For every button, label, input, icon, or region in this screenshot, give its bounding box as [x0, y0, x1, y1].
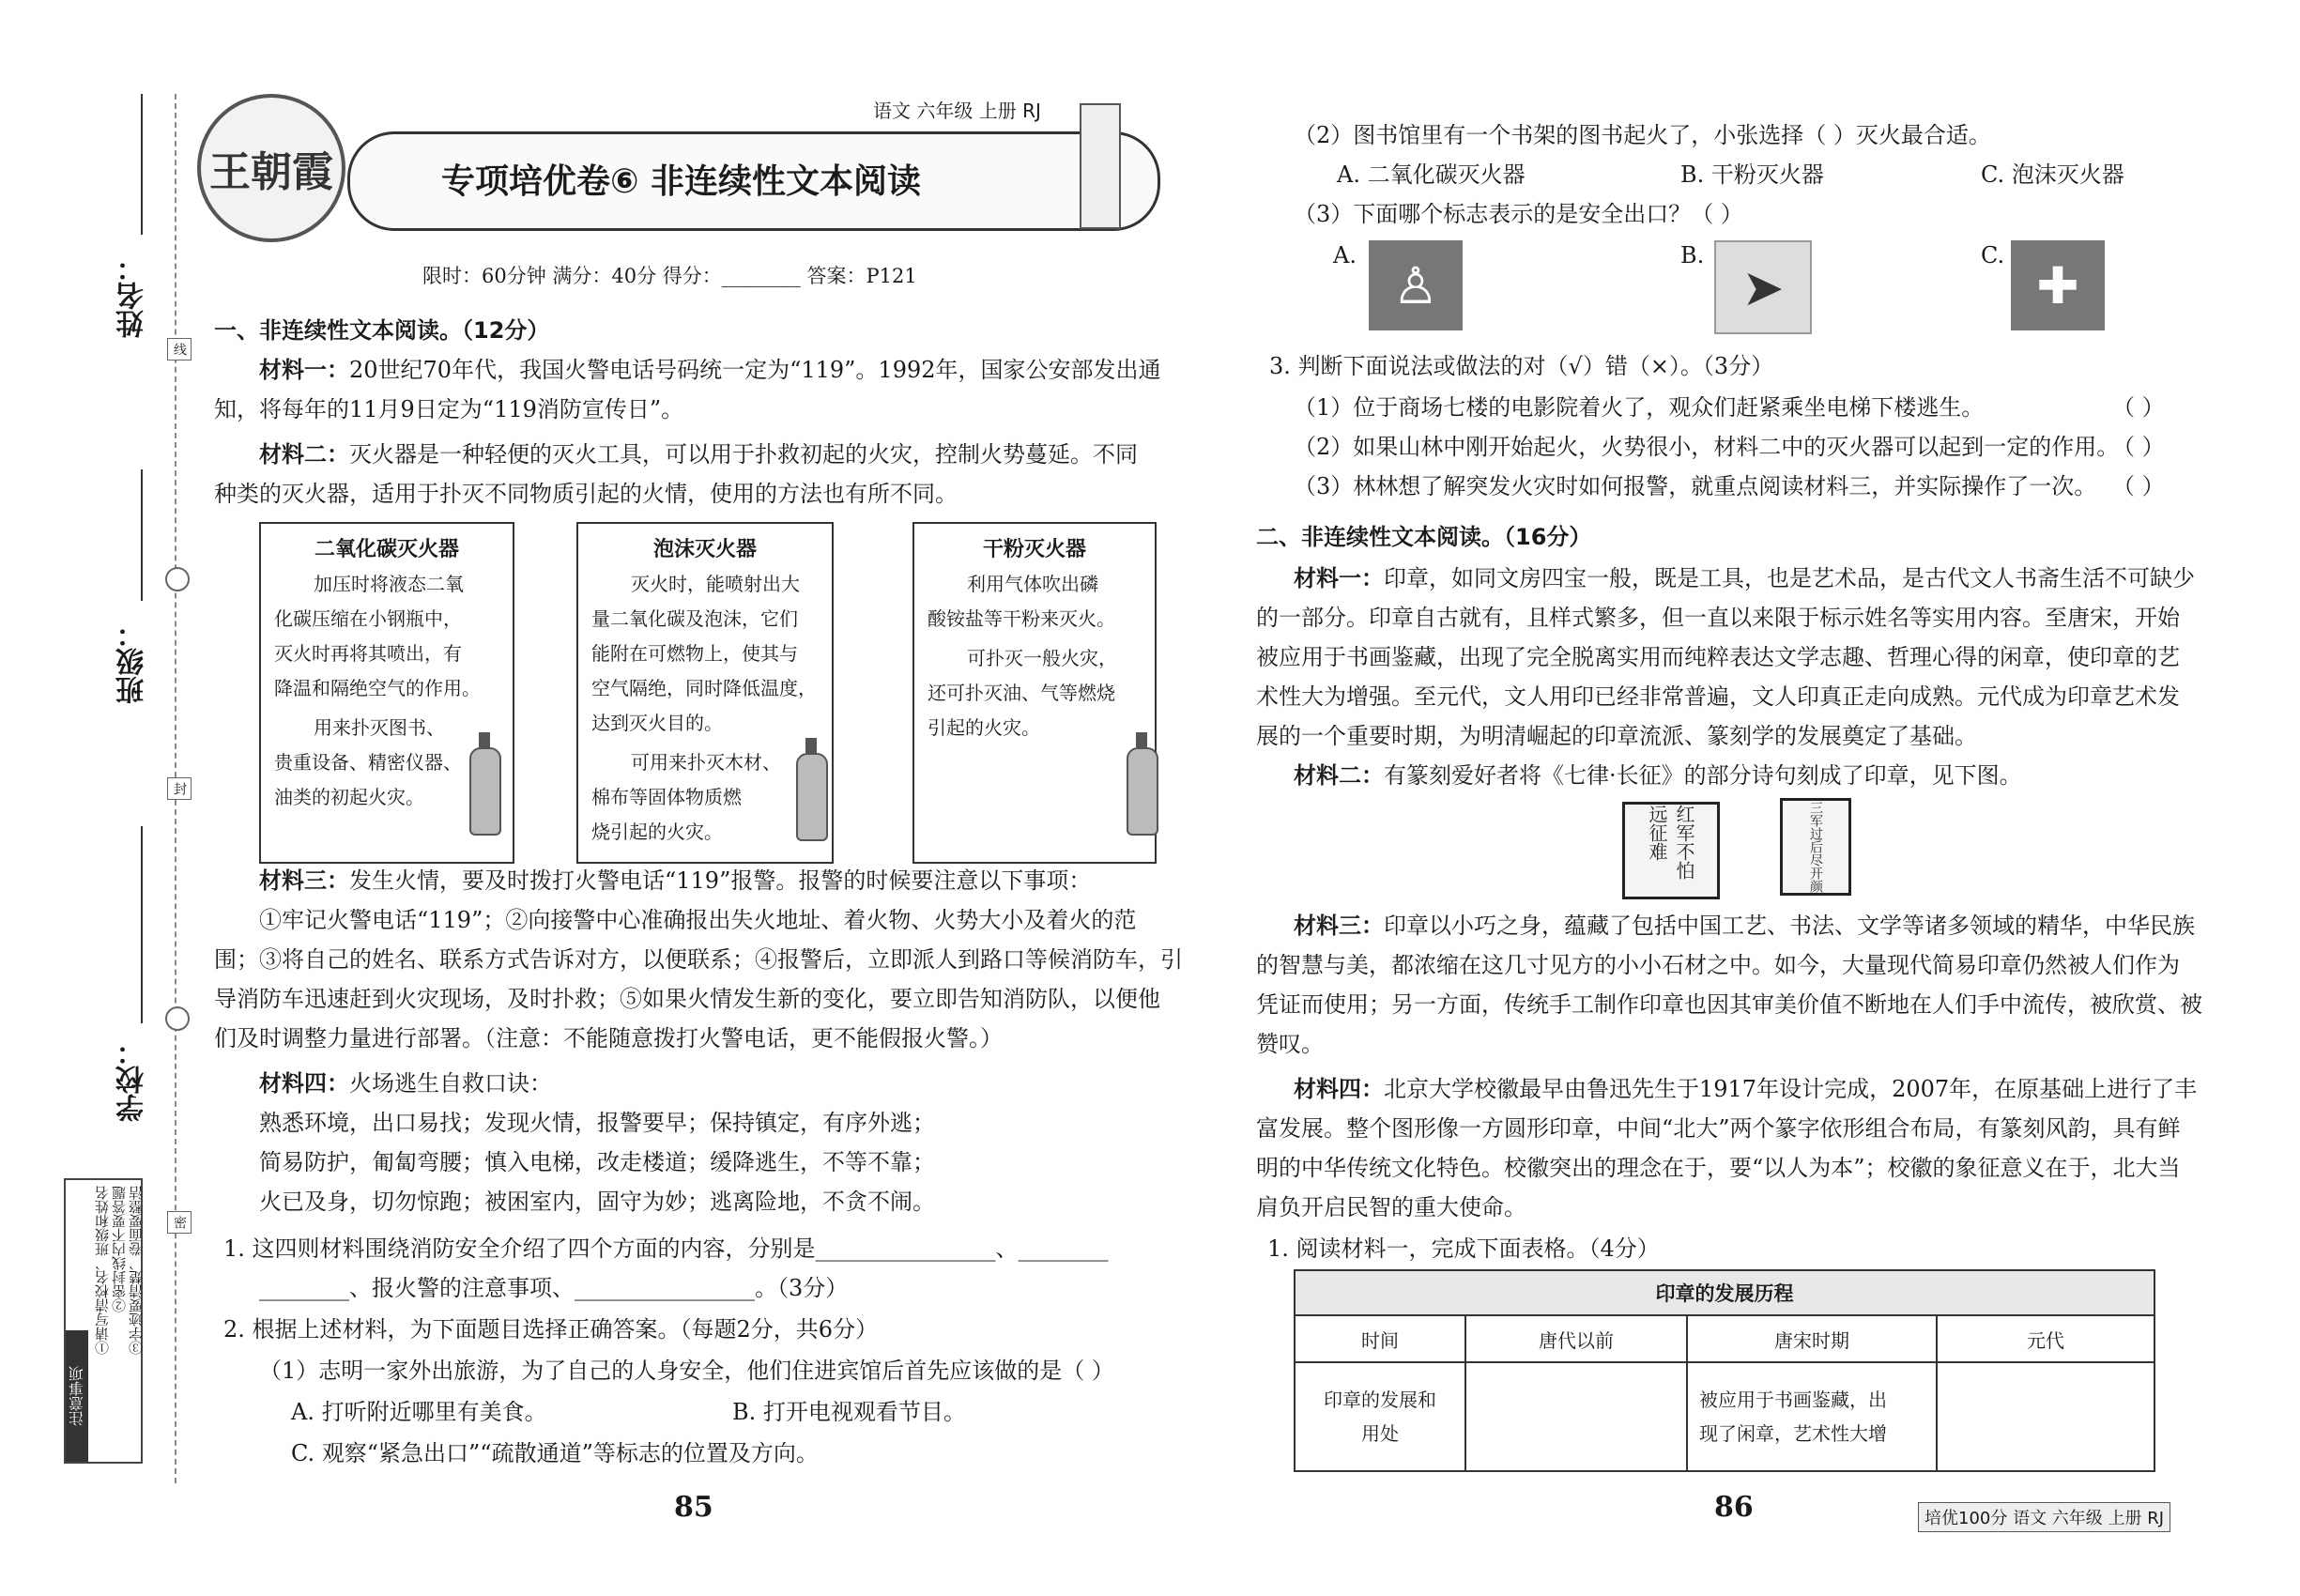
binding-hole-icon [165, 567, 190, 591]
box-line: 量二氧化碳及泡沫，它们 [591, 607, 798, 630]
option-b[interactable]: B. 干粉灭火器 [1680, 161, 1824, 188]
cut-mark-seal: 封 [167, 777, 192, 800]
seal-material-3-line: 材料三：印章以小巧之身，蕴藏了包括中国工艺、书法、文学等诸多领域的精华，中华民族 [1294, 913, 2195, 939]
page-title: 专项培优卷⑥ 非连续性文本阅读 [441, 162, 922, 201]
table-header: 时间 [1295, 1315, 1465, 1362]
exit-running-man-icon[interactable]: ➤ [1714, 240, 1812, 334]
material-1-line: 材料一：20世纪70年代，我国火警电话号码统一定为“119”。1992年，国家公安部发出通 [259, 357, 1161, 383]
binding-hole-icon [165, 1006, 190, 1031]
co2-extinguisher-box [259, 522, 514, 864]
box-title: 干粉灭火器 [982, 538, 1086, 561]
sign-b-label[interactable]: B. [1680, 242, 1705, 269]
seal-material-4-line: 明的中华传统文化特色。校徽突出的理念在于，要“以人为本”；校徽的象征意义在于，北大当 [1256, 1155, 2181, 1181]
notice-box [64, 1178, 143, 1464]
question-3-title: 3. 判断下面说法或做法的对（√）错（×）。（3分） [1269, 353, 1774, 379]
brand-logo [197, 94, 345, 242]
seal-material-3-line: 凭证而使用；另一方面，传统手工制作印章也因其审美价值不断地在人们手中流传，被欣赏、被 [1256, 991, 2202, 1018]
notice-item: ①请写清校名、班级和姓名 [94, 1186, 111, 1355]
material-4-line: 材料四：火场逃生自救口诀： [259, 1070, 552, 1097]
notice-item: ③字迹要清楚、卷面要整洁 [128, 1186, 145, 1355]
school-label: 学校： [116, 1037, 149, 1122]
first-aid-icon[interactable]: ✚ [2011, 240, 2105, 330]
box-line: 加压时将液态二氧 [314, 573, 464, 595]
seal-question-1-title: 1. 阅读材料一，完成下面表格。（4分） [1267, 1235, 1660, 1262]
box-line: 可用来扑灭木材、 [631, 751, 781, 774]
material-2-line: 材料二：灭火器是一种轻便的灭火工具，可以用于扑救初起的火灾，控制火势蔓延。不同 [259, 441, 1138, 468]
seal-material-4-line: 肩负开启民智的重大使命。 [1256, 1194, 1526, 1220]
option-a[interactable]: A. 二氧化碳灭火器 [1337, 161, 1526, 188]
material-3-line: 们及时调整力量进行部署。（注意：不能随意拨打火警电话，更不能假报火警。） [214, 1025, 1003, 1051]
question-2-3[interactable]: （3）下面哪个标志表示的是安全出口？（ ） [1294, 201, 1743, 227]
answer-cell-yuan[interactable] [1937, 1362, 2154, 1471]
box-line: 降温和隔绝空气的作用。 [274, 677, 481, 699]
box-line: 能附在可燃物上，使其与 [591, 642, 798, 665]
name-label: 姓名： [116, 253, 149, 338]
option-c[interactable]: C. 泡沫灭火器 [1981, 161, 2124, 188]
powder-extinguisher-box [912, 522, 1157, 864]
table-row-label: 印章的发展和 用处 [1295, 1362, 1465, 1471]
answer-cell-before-tang[interactable] [1465, 1362, 1687, 1471]
material-4-line: 简易防护，匍匐弯腰；慎入电梯，改走楼道；缓降逃生，不等不靠； [259, 1149, 935, 1175]
table-cell-tang-song: 被应用于书画鉴藏，出 现了闲章，艺术性大增 [1687, 1362, 1937, 1471]
question-2-1[interactable]: （1）志明一家外出旅游，为了自己的人身安全，他们住进宾馆后首先应该做的是（ ） [259, 1358, 1114, 1384]
option-c[interactable]: C. 观察“紧急出口”“疏散通道”等标志的位置及方向。 [291, 1440, 819, 1466]
section-1-title: 一、非连续性文本阅读。（12分） [214, 317, 550, 344]
question-2-title: 2. 根据上述材料，为下面题目选择正确答案。（每题2分，共6分） [223, 1316, 879, 1343]
notice-title: 注意事项 [66, 1330, 88, 1462]
judge-3-answer[interactable]: （ ） [2112, 473, 2165, 499]
material-4-line: 火已及身，切勿惊跑；被困室内，固守为妙；逃离险地，不贪不闹。 [259, 1189, 935, 1215]
extinguisher-icon [1127, 747, 1158, 836]
class-label: 班级： [116, 620, 149, 704]
school-underline[interactable] [141, 826, 143, 1023]
material-4-line: 熟悉环境，出口易找；发现火情，报警要早；保持镇定，有序外逃； [259, 1110, 935, 1136]
material-3-line: 围；③将自己的姓名、联系方式告诉对方，以便联系；④报警后，立即派人到路口等候消防车，引 [214, 946, 1183, 973]
box-line: 酸铵盐等干粉来灭火。 [928, 607, 1115, 630]
table-header: 唐代以前 [1465, 1315, 1687, 1362]
box-line: 灭火时，能喷射出大 [631, 573, 800, 595]
question-1-line[interactable]: 1. 这四则材料围绕消防安全介绍了四个方面的内容，分别是________________、________ [223, 1235, 1109, 1262]
option-b[interactable]: B. 打开电视观看节目。 [732, 1399, 966, 1425]
box-line: 可扑灭一般火灾， [967, 647, 1117, 669]
lighthouse-icon [1080, 103, 1121, 229]
name-underline[interactable] [141, 94, 143, 235]
seal-history-table [1294, 1269, 2155, 1472]
table-caption: 印章的发展历程 [1295, 1270, 2154, 1315]
sign-a-label[interactable]: A. [1333, 242, 1357, 269]
seal-image-2: 三军过后尽开颜 [1780, 798, 1851, 896]
question-2-2[interactable]: （2）图书馆里有一个书架的图书起火了，小张选择（ ）灭火最合适。 [1294, 122, 1991, 148]
seal-material-1-line: 的一部分。印章自古就有，且样式繁多，但一直以来限于标示姓名等实用内容。至唐宋，开始 [1256, 605, 2180, 631]
seal-material-1-line: 被应用于书画鉴藏，出现了完全脱离实用而纯粹表达文学志趣、哲理心得的闲章，使印章的艺 [1256, 644, 2180, 670]
question-1-line[interactable]: ________、报火警的注意事项、________________。（3分） [259, 1275, 849, 1301]
material-3-line: ①牢记火警电话“119”；②向接警中心准确报出失火地址、着火物、火势大小及着火的范 [259, 907, 1137, 933]
option-a[interactable]: A. 打听附近哪里有美食。 [291, 1399, 547, 1425]
seal-material-1-line: 术性大为增强。至元代，文人用印已经非常普遍，文人印真正走向成熟。元代成为印章艺术发 [1256, 683, 2180, 710]
sign-c-label[interactable]: C. [1981, 242, 2005, 269]
box-line: 引起的火灾。 [928, 716, 1040, 739]
table-header: 元代 [1937, 1315, 2154, 1362]
box-line: 贵重设备、精密仪器、 [274, 751, 462, 774]
box-line: 灭火时再将其喷出，有 [274, 642, 462, 665]
material-1-line: 知，将每年的11月9日定为“119消防宣传日”。 [214, 396, 684, 422]
box-line: 利用气体吹出磷 [967, 573, 1098, 595]
material-2-line: 种类的灭火器，适用于扑灭不同物质引起的火情，使用的方法也有所不同。 [214, 481, 958, 507]
footer-series-tag: 培优100分 语文 六年级 上册 RJ [1918, 1502, 2170, 1532]
notice-item: ②密封线内不要答题 [111, 1186, 128, 1312]
box-line: 达到灭火目的。 [591, 712, 723, 734]
binding-margin [0, 0, 188, 1596]
section-2-title: 二、非连续性文本阅读。（16分） [1256, 524, 1592, 550]
material-3-line: 导消防车迅速赶到火灾现场，及时扑救；⑤如果火情发生新的变化，要立即告知消防队，以便他 [214, 986, 1160, 1012]
table-header: 唐宋时期 [1687, 1315, 1937, 1362]
judge-1-answer[interactable]: （ ） [2112, 394, 2165, 421]
seal-material-1-line: 材料一：印章，如同文房四宝一般，既是工具，也是艺术品，是古代文人书斋生活不可缺少 [1294, 565, 2195, 591]
seal-material-1-line: 展的一个重要时期，为明清崛起的印章流派、篆刻学的发展奠定了基础。 [1256, 723, 1977, 749]
box-title: 二氧化碳灭火器 [314, 538, 459, 561]
box-title: 泡沫灭火器 [652, 538, 757, 561]
logo-text: 王朝霞 [209, 148, 333, 196]
cut-mark-line: 线 [167, 338, 192, 361]
page-number-left: 85 [674, 1491, 713, 1524]
box-line: 空气隔绝，同时降低温度， [591, 677, 817, 699]
judge-3: （3）林林想了解突发火灾时如何报警，就重点阅读材料三，并实际操作了一次。 [1294, 473, 2097, 499]
assembly-point-icon[interactable]: ♙ [1369, 240, 1463, 330]
seal-material-3-line: 赞叹。 [1256, 1031, 1324, 1057]
judge-2: （2）如果山林中刚开始起火，火势很小，材料二中的灭火器可以起到一定的作用。 [1294, 434, 2120, 460]
box-line: 化碳压缩在小钢瓶中， [274, 607, 462, 630]
material-3-line: 材料三：发生火情，要及时拨打火警电话“119”报警。报警的时候要注意以下事项： [259, 867, 1092, 894]
extinguisher-icon [796, 753, 828, 841]
seal-material-3-line: 的智慧与美，都浓缩在这几寸见方的小小石材之中。如今，大量现代简易印章仍然被人们作为 [1256, 952, 2180, 978]
seal-material-4-line: 材料四：北京大学校徽最早由鲁迅先生于1917年设计完成，2007年，在原基础上进行了丰 [1294, 1076, 2198, 1102]
box-line: 油类的初起火灾。 [274, 786, 424, 808]
box-line: 用来扑灭图书、 [314, 716, 445, 739]
cut-mark-secret: 密 [167, 1211, 192, 1234]
box-line: 还可扑灭油、气等燃烧 [928, 682, 1115, 704]
page-number-right: 86 [1714, 1491, 1754, 1524]
seal-material-4-line: 富发展。整个图形像一方圆形印章，中间“北大”两个篆字依形组合布局，有篆刻风韵，具有鲜 [1256, 1115, 2181, 1142]
judge-1: （1）位于商场七楼的电影院着火了，观众们赶紧乘坐电梯下楼逃生。 [1294, 394, 1985, 421]
judge-2-answer[interactable]: （ ） [2112, 434, 2165, 460]
box-line: 烧引起的火灾。 [591, 821, 723, 843]
foam-extinguisher-box [576, 522, 834, 864]
exam-meta: 限时：60分钟 满分：40分 得分：________ 答案：P121 [422, 265, 917, 287]
box-line: 棉布等固体物质燃 [591, 786, 742, 808]
subject-info: 语文 六年级 上册 RJ [873, 100, 1041, 122]
seal-image-1: 红军不怕远征难 [1622, 802, 1720, 899]
seal-material-2-line: 材料二：有篆刻爱好者将《七律·长征》的部分诗句刻成了印章，见下图。 [1294, 762, 2022, 789]
class-underline[interactable] [141, 469, 143, 601]
extinguisher-icon [469, 747, 501, 836]
